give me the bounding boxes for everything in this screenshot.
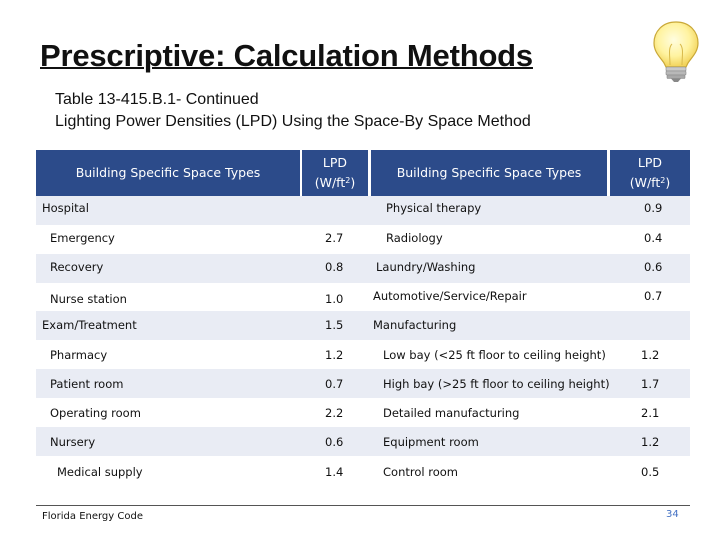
right-space-type: Physical therapy (386, 201, 482, 215)
left-space-type: Nursery (50, 435, 96, 449)
right-lpd-value: 1.2 (641, 435, 660, 449)
right-lpd-value: 1.7 (641, 377, 660, 391)
row-band (36, 427, 690, 456)
left-space-type: Pharmacy (50, 348, 108, 362)
right-space-type: Manufacturing (373, 318, 457, 332)
left-space-type: Hospital (42, 201, 89, 215)
left-lpd-value: 1.0 (325, 292, 344, 306)
left-space-type: Patient room (50, 377, 124, 391)
right-space-type: Automotive/Service/Repair (373, 289, 527, 303)
right-space-type: Low bay (<25 ft floor to ceiling height) (383, 348, 606, 362)
header-lpd-right: LPD $(W/ft^2)$ (610, 150, 690, 196)
page-number: 34 (666, 509, 679, 520)
header-lpd-left: LPD $(W/ft^2)$ (302, 150, 368, 196)
left-lpd-value: 1.2 (325, 348, 344, 362)
right-space-type: Laundry/Washing (376, 260, 476, 274)
left-lpd-value: 0.8 (325, 260, 344, 274)
left-lpd-value: 2.7 (325, 231, 344, 245)
right-lpd-value: 1.2 (641, 348, 660, 362)
right-space-type: Detailed manufacturing (383, 406, 520, 420)
table-caption: Table 13-415.B.1- Continued (55, 91, 259, 108)
row-band (36, 196, 690, 225)
right-lpd-value: 0.5 (641, 465, 660, 479)
lightbulb-icon (646, 18, 706, 84)
right-lpd-value: 2.1 (641, 406, 660, 420)
header-space-types-left: Building Specific Space Types (36, 150, 300, 196)
row-band (36, 254, 690, 283)
table-description: Lighting Power Densities (LPD) Using the Space-By Space Method (55, 113, 531, 130)
left-space-type: Operating room (50, 406, 141, 420)
footer-text: Florida Energy Code (42, 511, 143, 522)
left-lpd-value: 0.7 (325, 377, 344, 391)
left-lpd-value: 2.2 (325, 406, 344, 420)
left-lpd-value: 1.4 (325, 465, 344, 479)
right-lpd-value: 0.7 (644, 289, 663, 303)
left-space-type: Emergency (50, 231, 115, 245)
right-lpd-value: 0.9 (644, 201, 663, 215)
left-lpd-value: 1.5 (325, 318, 344, 332)
right-lpd-value: 0.6 (644, 260, 663, 274)
header-space-types-right: Building Specific Space Types (371, 150, 607, 196)
right-space-type: Radiology (386, 231, 443, 245)
right-space-type: Equipment room (383, 435, 479, 449)
page-title: Prescriptive: Calculation Methods (40, 38, 533, 73)
right-space-type: High bay (>25 ft floor to ceiling height) (383, 377, 610, 391)
left-lpd-value: 0.6 (325, 435, 344, 449)
left-space-type: Exam/Treatment (42, 318, 137, 332)
right-space-type: Control room (383, 465, 458, 479)
left-space-type: Medical supply (57, 465, 143, 479)
footer-divider (36, 505, 690, 506)
left-space-type: Recovery (50, 260, 104, 274)
left-space-type: Nurse station (50, 292, 127, 306)
right-lpd-value: 0.4 (644, 231, 663, 245)
